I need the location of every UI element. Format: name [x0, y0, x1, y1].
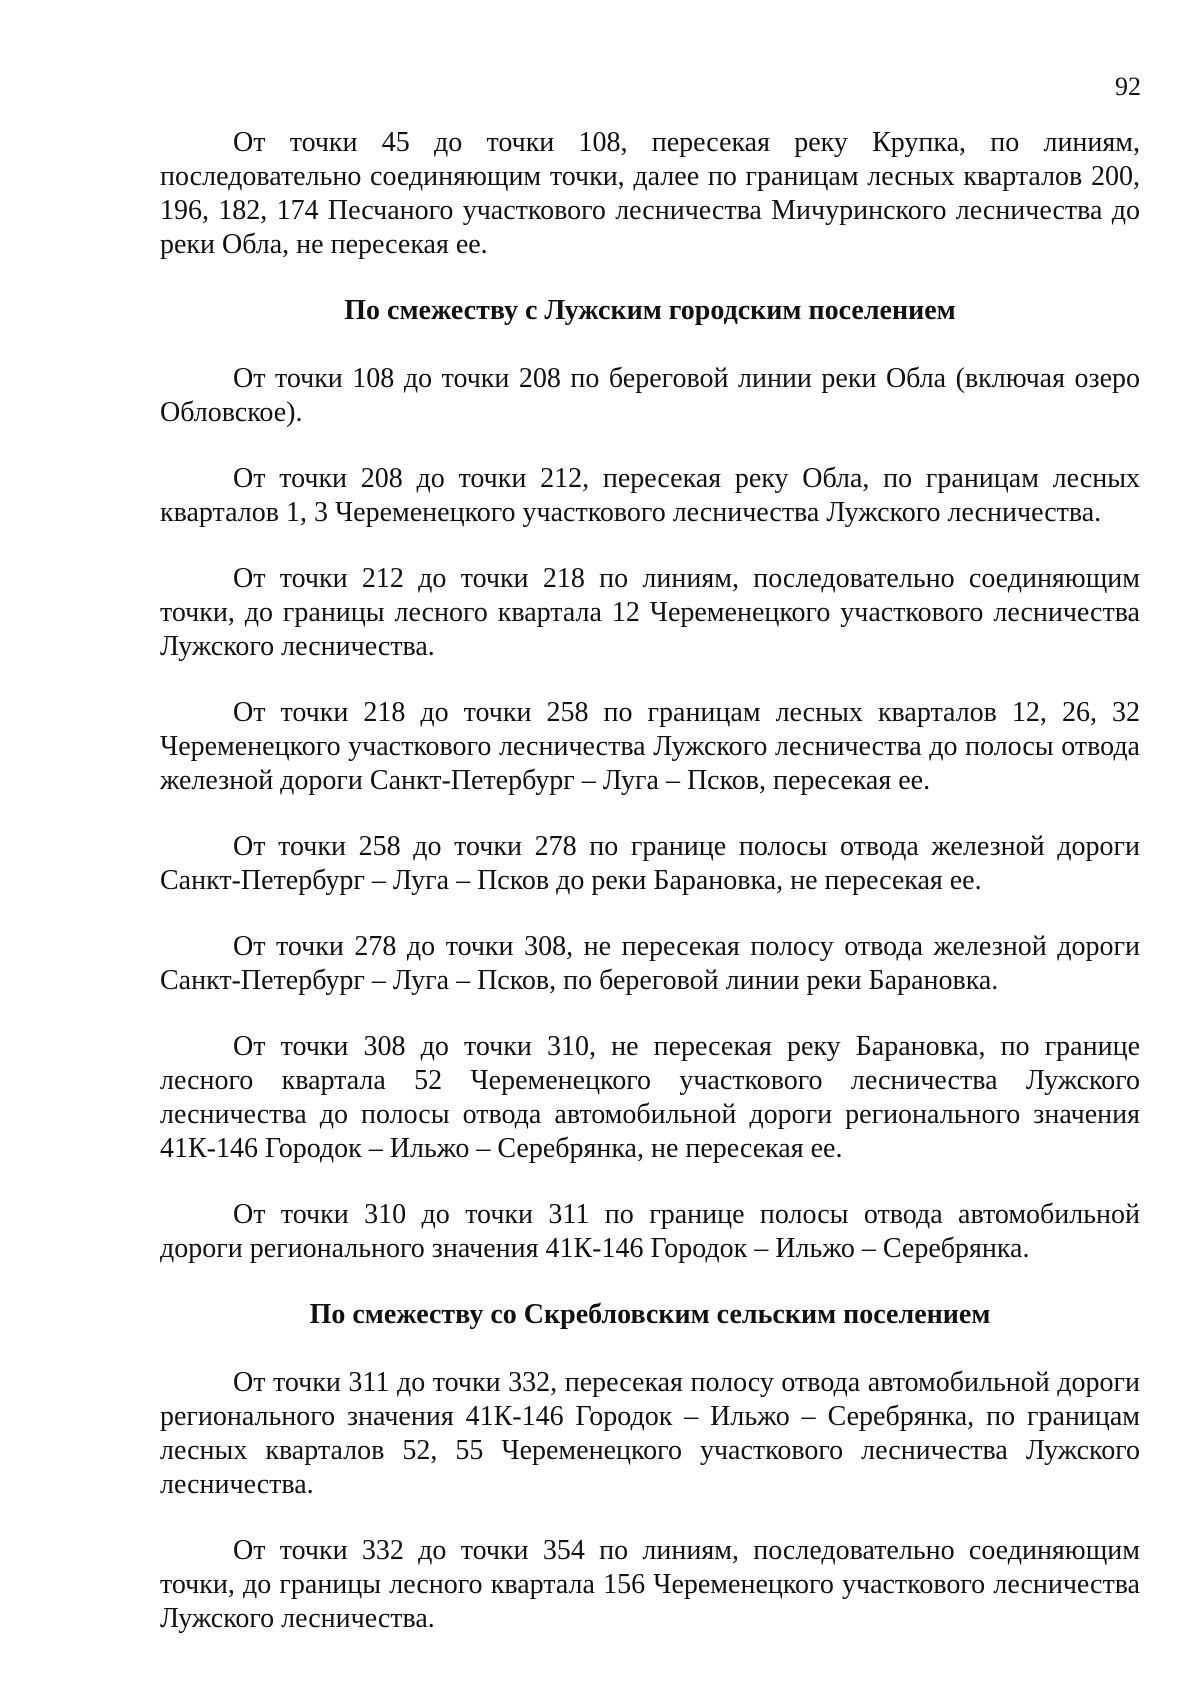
paragraph: От точки 108 до точки 208 по береговой линии реки Обла (включая озеро Обловское).: [160, 363, 1140, 428]
paragraph: От точки 308 до точки 310, не пересекая реку Барановка, по границе лесного квартала 52 Череменецкого участкового лесничества Лужского лесничества до полосы отвода автомобильной дороги регионального значения 41К-146 Городок – Ильжо – Серебрянка, не пересекая ее.: [160, 1031, 1140, 1164]
paragraph: От точки 278 до точки 308, не пересекая полосу отвода железной дороги Санкт-Петербург – Луга – Псков, по береговой линии реки Барановка.: [160, 931, 1140, 996]
page-number: 92: [1115, 72, 1141, 101]
paragraph: От точки 212 до точки 218 по линиям, последовательно соединяющим точки, до границы лесного квартала 12 Череменецкого участкового лесничества Лужского лесничества.: [160, 563, 1140, 662]
paragraph: От точки 258 до точки 278 по границе полосы отвода железной дороги Санкт-Петербург – Луга – Псков до реки Барановка, не пересекая ее.: [160, 831, 1140, 896]
section-heading: По смежеству с Лужским городским поселением: [344, 295, 956, 326]
section-heading: По смежеству со Скребловским сельским поселением: [309, 1299, 991, 1330]
paragraph: От точки 310 до точки 311 по границе полосы отвода автомобильной дороги регионального значения 41К-146 Городок – Ильжо – Серебрянка.: [160, 1199, 1140, 1264]
paragraph: От точки 45 до точки 108, пересекая реку Крупка, по линиям, последовательно соединяющим точки, далее по границам лесных кварталов 200, 196, 182, 174 Песчаного участкового лесничества Мичуринского лесничества до реки Обла, не пересекая ее.: [160, 127, 1140, 260]
paragraph: От точки 311 до точки 332, пересекая полосу отвода автомобильной дороги регионального значения 41К-146 Городок – Ильжо – Серебрянка, по границам лесных кварталов 52, 55 Череменецкого участкового лесничества Лужского лесничества.: [160, 1367, 1140, 1500]
paragraph: От точки 218 до точки 258 по границам лесных кварталов 12, 26, 32 Череменецкого участкового лесничества Лужского лесничества до полосы отвода железной дороги Санкт-Петербург – Луга – Псков, пересекая ее.: [160, 697, 1140, 796]
paragraph: От точки 332 до точки 354 по линиям, последовательно соединяющим точки, до границы лесного квартала 156 Череменецкого участкового лесничества Лужского лесничества.: [160, 1535, 1140, 1634]
paragraph: От точки 208 до точки 212, пересекая реку Обла, по границам лесных кварталов 1, 3 Череменецкого участкового лесничества Лужского лесничества.: [160, 463, 1140, 528]
document-body: [160, 126, 1140, 1668]
